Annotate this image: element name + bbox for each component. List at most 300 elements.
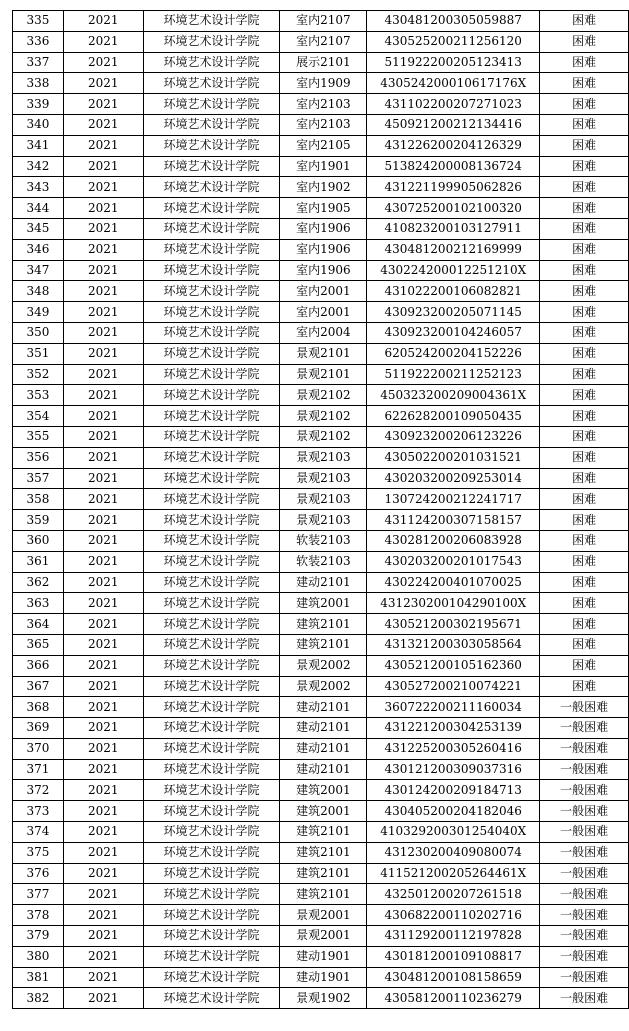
table-row: [13, 759, 629, 780]
id-number-cell: 431221199905062826: [367, 177, 540, 198]
college-cell: 环境艺术设计学院: [143, 572, 280, 593]
college-cell: 环境艺术设计学院: [143, 385, 280, 406]
year-cell: 2021: [63, 988, 143, 1009]
class-cell: 景观2101: [280, 364, 367, 385]
college-cell: 环境艺术设计学院: [143, 822, 280, 843]
class-cell: 景观2102: [280, 385, 367, 406]
difficulty-level-cell: 困难: [540, 302, 629, 323]
row-number-cell: 343: [13, 177, 64, 198]
id-number-cell: 430527200210074221: [367, 676, 540, 697]
class-cell: 建动1901: [280, 946, 367, 967]
college-cell: 环境艺术设计学院: [143, 302, 280, 323]
year-cell: 2021: [63, 156, 143, 177]
difficulty-level-cell: 困难: [540, 156, 629, 177]
row-number-cell: 345: [13, 218, 64, 239]
difficulty-level-cell: 一般困难: [540, 863, 629, 884]
table-row: [13, 863, 629, 884]
difficulty-level-cell: 困难: [540, 52, 629, 73]
college-cell: 环境艺术设计学院: [143, 177, 280, 198]
class-cell: 软装2103: [280, 551, 367, 572]
class-cell: 室内1905: [280, 198, 367, 219]
college-cell: 环境艺术设计学院: [143, 406, 280, 427]
table-row: [13, 52, 629, 73]
row-number-cell: 364: [13, 614, 64, 635]
row-number-cell: 370: [13, 738, 64, 759]
table-row: [13, 510, 629, 531]
year-cell: 2021: [63, 926, 143, 947]
year-cell: 2021: [63, 281, 143, 302]
difficulty-level-cell: 困难: [540, 114, 629, 135]
id-number-cell: 430224200012251210X: [367, 260, 540, 281]
class-cell: 景观2103: [280, 510, 367, 531]
class-cell: 室内1902: [280, 177, 367, 198]
row-number-cell: 351: [13, 343, 64, 364]
table-row: [13, 406, 629, 427]
id-number-cell: 430923200205071145: [367, 302, 540, 323]
difficulty-level-cell: 困难: [540, 11, 629, 32]
class-cell: 室内2004: [280, 322, 367, 343]
year-cell: 2021: [63, 634, 143, 655]
table-row: [13, 738, 629, 759]
row-number-cell: 363: [13, 593, 64, 614]
class-cell: 建筑2101: [280, 614, 367, 635]
class-cell: 景观2001: [280, 905, 367, 926]
difficulty-level-cell: 困难: [540, 322, 629, 343]
difficulty-level-cell: 困难: [540, 73, 629, 94]
id-number-cell: 431225200305260416: [367, 738, 540, 759]
id-number-cell: 431102200207271023: [367, 94, 540, 115]
row-number-cell: 357: [13, 468, 64, 489]
table-row: [13, 676, 629, 697]
college-cell: 环境艺术设计学院: [143, 697, 280, 718]
college-cell: 环境艺术设计学院: [143, 94, 280, 115]
row-number-cell: 382: [13, 988, 64, 1009]
year-cell: 2021: [63, 52, 143, 73]
college-cell: 环境艺术设计学院: [143, 780, 280, 801]
college-cell: 环境艺术设计学院: [143, 738, 280, 759]
row-number-cell: 347: [13, 260, 64, 281]
class-cell: 软装2103: [280, 530, 367, 551]
id-number-cell: 450921200212134416: [367, 114, 540, 135]
year-cell: 2021: [63, 11, 143, 32]
id-number-cell: 431230200104290100X: [367, 593, 540, 614]
difficulty-level-cell: 困难: [540, 489, 629, 510]
class-cell: 建筑2101: [280, 842, 367, 863]
year-cell: 2021: [63, 385, 143, 406]
table-row: [13, 634, 629, 655]
table-row: [13, 302, 629, 323]
difficulty-level-cell: 困难: [540, 468, 629, 489]
college-cell: 环境艺术设计学院: [143, 863, 280, 884]
id-number-cell: 620524200204152226: [367, 343, 540, 364]
id-number-cell: 430525200211256120: [367, 31, 540, 52]
college-cell: 环境艺术设计学院: [143, 676, 280, 697]
college-cell: 环境艺术设计学院: [143, 447, 280, 468]
difficulty-level-cell: 一般困难: [540, 926, 629, 947]
table-row: [13, 967, 629, 988]
difficulty-level-cell: 困难: [540, 31, 629, 52]
id-number-cell: 430124200209184713: [367, 780, 540, 801]
year-cell: 2021: [63, 94, 143, 115]
college-cell: 环境艺术设计学院: [143, 759, 280, 780]
year-cell: 2021: [63, 510, 143, 531]
college-cell: 环境艺术设计学院: [143, 11, 280, 32]
difficulty-level-cell: 困难: [540, 343, 629, 364]
college-cell: 环境艺术设计学院: [143, 988, 280, 1009]
year-cell: 2021: [63, 218, 143, 239]
difficulty-level-cell: 困难: [540, 551, 629, 572]
difficulty-level-cell: 困难: [540, 614, 629, 635]
college-cell: 环境艺术设计学院: [143, 135, 280, 156]
id-number-cell: 430521200105162360: [367, 655, 540, 676]
table-row: [13, 988, 629, 1009]
table-body: [13, 11, 629, 1009]
difficulty-level-cell: 一般困难: [540, 842, 629, 863]
table-row: [13, 801, 629, 822]
table-row: [13, 114, 629, 135]
id-number-cell: 430203200209253014: [367, 468, 540, 489]
class-cell: 景观2002: [280, 676, 367, 697]
college-cell: 环境艺术设计学院: [143, 967, 280, 988]
year-cell: 2021: [63, 406, 143, 427]
class-cell: 景观2101: [280, 343, 367, 364]
class-cell: 室内2103: [280, 94, 367, 115]
difficulty-level-cell: 一般困难: [540, 967, 629, 988]
id-number-cell: 431022200106082821: [367, 281, 540, 302]
class-cell: 景观2102: [280, 406, 367, 427]
difficulty-level-cell: 一般困难: [540, 905, 629, 926]
row-number-cell: 346: [13, 239, 64, 260]
student-aid-table: [12, 10, 629, 1009]
college-cell: 环境艺术设计学院: [143, 655, 280, 676]
table-row: [13, 11, 629, 32]
year-cell: 2021: [63, 260, 143, 281]
id-number-cell: 430121200309037316: [367, 759, 540, 780]
table-row: [13, 718, 629, 739]
college-cell: 环境艺术设计学院: [143, 364, 280, 385]
college-cell: 环境艺术设计学院: [143, 322, 280, 343]
id-number-cell: 431230200409080074: [367, 842, 540, 863]
difficulty-level-cell: 困难: [540, 239, 629, 260]
class-cell: 景观2102: [280, 426, 367, 447]
id-number-cell: 410823200103127911: [367, 218, 540, 239]
year-cell: 2021: [63, 905, 143, 926]
difficulty-level-cell: 一般困难: [540, 759, 629, 780]
college-cell: 环境艺术设计学院: [143, 884, 280, 905]
table-row: [13, 218, 629, 239]
id-number-cell: 430481200108158659: [367, 967, 540, 988]
class-cell: 室内2103: [280, 114, 367, 135]
table-row: [13, 281, 629, 302]
table-row: [13, 94, 629, 115]
class-cell: 建筑2101: [280, 634, 367, 655]
row-number-cell: 342: [13, 156, 64, 177]
id-number-cell: 431124200307158157: [367, 510, 540, 531]
row-number-cell: 355: [13, 426, 64, 447]
difficulty-level-cell: 一般困难: [540, 780, 629, 801]
difficulty-level-cell: 困难: [540, 634, 629, 655]
difficulty-level-cell: 困难: [540, 426, 629, 447]
table-row: [13, 468, 629, 489]
class-cell: 建筑2001: [280, 593, 367, 614]
row-number-cell: 367: [13, 676, 64, 697]
class-cell: 建动1901: [280, 967, 367, 988]
table-row: [13, 239, 629, 260]
row-number-cell: 368: [13, 697, 64, 718]
college-cell: 环境艺术设计学院: [143, 718, 280, 739]
college-cell: 环境艺术设计学院: [143, 551, 280, 572]
row-number-cell: 377: [13, 884, 64, 905]
difficulty-level-cell: 一般困难: [540, 884, 629, 905]
class-cell: 建筑2101: [280, 863, 367, 884]
id-number-cell: 511922200205123413: [367, 52, 540, 73]
class-cell: 建动2101: [280, 759, 367, 780]
table-row: [13, 177, 629, 198]
id-number-cell: 513824200008136724: [367, 156, 540, 177]
class-cell: 室内2107: [280, 31, 367, 52]
difficulty-level-cell: 困难: [540, 406, 629, 427]
class-cell: 展示2101: [280, 52, 367, 73]
difficulty-level-cell: 困难: [540, 177, 629, 198]
id-number-cell: 430581200110236279: [367, 988, 540, 1009]
class-cell: 建动2101: [280, 697, 367, 718]
class-cell: 景观1902: [280, 988, 367, 1009]
id-number-cell: 430923200104246057: [367, 322, 540, 343]
college-cell: 环境艺术设计学院: [143, 946, 280, 967]
id-number-cell: 430181200109108817: [367, 946, 540, 967]
row-number-cell: 380: [13, 946, 64, 967]
year-cell: 2021: [63, 967, 143, 988]
table-row: [13, 343, 629, 364]
id-number-cell: 431221200304253139: [367, 718, 540, 739]
row-number-cell: 336: [13, 31, 64, 52]
year-cell: 2021: [63, 946, 143, 967]
id-number-cell: 430725200102100320: [367, 198, 540, 219]
table-row: [13, 530, 629, 551]
class-cell: 景观2001: [280, 926, 367, 947]
class-cell: 建动2101: [280, 718, 367, 739]
class-cell: 室内2001: [280, 302, 367, 323]
difficulty-level-cell: 困难: [540, 676, 629, 697]
class-cell: 室内2107: [280, 11, 367, 32]
year-cell: 2021: [63, 302, 143, 323]
class-cell: 建动2101: [280, 738, 367, 759]
year-cell: 2021: [63, 530, 143, 551]
id-number-cell: 430481200212169999: [367, 239, 540, 260]
college-cell: 环境艺术设计学院: [143, 468, 280, 489]
row-number-cell: 337: [13, 52, 64, 73]
id-number-cell: 430682200110202716: [367, 905, 540, 926]
row-number-cell: 350: [13, 322, 64, 343]
difficulty-level-cell: 一般困难: [540, 718, 629, 739]
table-row: [13, 822, 629, 843]
id-number-cell: 430923200206123226: [367, 426, 540, 447]
difficulty-level-cell: 一般困难: [540, 697, 629, 718]
class-cell: 建筑2101: [280, 884, 367, 905]
difficulty-level-cell: 困难: [540, 447, 629, 468]
year-cell: 2021: [63, 738, 143, 759]
class-cell: 景观2103: [280, 489, 367, 510]
row-number-cell: 360: [13, 530, 64, 551]
college-cell: 环境艺术设计学院: [143, 905, 280, 926]
year-cell: 2021: [63, 884, 143, 905]
row-number-cell: 353: [13, 385, 64, 406]
class-cell: 景观2103: [280, 447, 367, 468]
college-cell: 环境艺术设计学院: [143, 156, 280, 177]
difficulty-level-cell: 困难: [540, 364, 629, 385]
year-cell: 2021: [63, 572, 143, 593]
row-number-cell: 352: [13, 364, 64, 385]
id-number-cell: 432501200207261518: [367, 884, 540, 905]
row-number-cell: 366: [13, 655, 64, 676]
table-row: [13, 260, 629, 281]
id-number-cell: 430281200206083928: [367, 530, 540, 551]
year-cell: 2021: [63, 114, 143, 135]
id-number-cell: 431321200303058564: [367, 634, 540, 655]
difficulty-level-cell: 一般困难: [540, 946, 629, 967]
table-row: [13, 614, 629, 635]
id-number-cell: 430481200305059887: [367, 11, 540, 32]
college-cell: 环境艺术设计学院: [143, 218, 280, 239]
difficulty-level-cell: 困难: [540, 135, 629, 156]
year-cell: 2021: [63, 468, 143, 489]
class-cell: 建筑2001: [280, 801, 367, 822]
id-number-cell: 411521200205264461X: [367, 863, 540, 884]
class-cell: 室内1909: [280, 73, 367, 94]
row-number-cell: 335: [13, 11, 64, 32]
row-number-cell: 339: [13, 94, 64, 115]
row-number-cell: 376: [13, 863, 64, 884]
row-number-cell: 340: [13, 114, 64, 135]
difficulty-level-cell: 一般困难: [540, 822, 629, 843]
college-cell: 环境艺术设计学院: [143, 198, 280, 219]
row-number-cell: 371: [13, 759, 64, 780]
difficulty-level-cell: 困难: [540, 94, 629, 115]
table-row: [13, 572, 629, 593]
table-row: [13, 489, 629, 510]
difficulty-level-cell: 困难: [540, 510, 629, 531]
difficulty-level-cell: 一般困难: [540, 738, 629, 759]
college-cell: 环境艺术设计学院: [143, 31, 280, 52]
college-cell: 环境艺术设计学院: [143, 489, 280, 510]
college-cell: 环境艺术设计学院: [143, 510, 280, 531]
row-number-cell: 378: [13, 905, 64, 926]
row-number-cell: 354: [13, 406, 64, 427]
row-number-cell: 372: [13, 780, 64, 801]
row-number-cell: 369: [13, 718, 64, 739]
row-number-cell: 341: [13, 135, 64, 156]
college-cell: 环境艺术设计学院: [143, 614, 280, 635]
year-cell: 2021: [63, 239, 143, 260]
class-cell: 景观2002: [280, 655, 367, 676]
id-number-cell: 622628200109050435: [367, 406, 540, 427]
year-cell: 2021: [63, 697, 143, 718]
college-cell: 环境艺术设计学院: [143, 281, 280, 302]
class-cell: 建动2101: [280, 572, 367, 593]
college-cell: 环境艺术设计学院: [143, 842, 280, 863]
year-cell: 2021: [63, 135, 143, 156]
table-row: [13, 593, 629, 614]
table-row: [13, 780, 629, 801]
id-number-cell: 410329200301254040X: [367, 822, 540, 843]
college-cell: 环境艺术设计学院: [143, 801, 280, 822]
year-cell: 2021: [63, 863, 143, 884]
row-number-cell: 338: [13, 73, 64, 94]
table-row: [13, 198, 629, 219]
year-cell: 2021: [63, 31, 143, 52]
college-cell: 环境艺术设计学院: [143, 634, 280, 655]
table-row: [13, 905, 629, 926]
table-row: [13, 551, 629, 572]
year-cell: 2021: [63, 177, 143, 198]
table-row: [13, 842, 629, 863]
table-row: [13, 364, 629, 385]
table-row: [13, 156, 629, 177]
year-cell: 2021: [63, 322, 143, 343]
table-row: [13, 426, 629, 447]
year-cell: 2021: [63, 801, 143, 822]
year-cell: 2021: [63, 655, 143, 676]
year-cell: 2021: [63, 198, 143, 219]
year-cell: 2021: [63, 343, 143, 364]
row-number-cell: 358: [13, 489, 64, 510]
difficulty-level-cell: 一般困难: [540, 988, 629, 1009]
row-number-cell: 361: [13, 551, 64, 572]
class-cell: 景观2103: [280, 468, 367, 489]
row-number-cell: 373: [13, 801, 64, 822]
class-cell: 室内1906: [280, 239, 367, 260]
class-cell: 建筑2101: [280, 822, 367, 843]
year-cell: 2021: [63, 780, 143, 801]
difficulty-level-cell: 困难: [540, 572, 629, 593]
college-cell: 环境艺术设计学院: [143, 114, 280, 135]
id-number-cell: 431226200204126329: [367, 135, 540, 156]
id-number-cell: 430521200302195671: [367, 614, 540, 635]
year-cell: 2021: [63, 842, 143, 863]
table-row: [13, 926, 629, 947]
id-number-cell: 450323200209004361X: [367, 385, 540, 406]
row-number-cell: 344: [13, 198, 64, 219]
id-number-cell: 130724200212241717: [367, 489, 540, 510]
class-cell: 室内1906: [280, 218, 367, 239]
row-number-cell: 348: [13, 281, 64, 302]
college-cell: 环境艺术设计学院: [143, 426, 280, 447]
table-row: [13, 697, 629, 718]
row-number-cell: 362: [13, 572, 64, 593]
difficulty-level-cell: 困难: [540, 593, 629, 614]
table-row: [13, 385, 629, 406]
year-cell: 2021: [63, 489, 143, 510]
year-cell: 2021: [63, 614, 143, 635]
difficulty-level-cell: 困难: [540, 530, 629, 551]
table-row: [13, 135, 629, 156]
row-number-cell: 365: [13, 634, 64, 655]
table-row: [13, 946, 629, 967]
difficulty-level-cell: 困难: [540, 260, 629, 281]
table-row: [13, 447, 629, 468]
difficulty-level-cell: 困难: [540, 198, 629, 219]
class-cell: 建筑2001: [280, 780, 367, 801]
id-number-cell: 511922200211252123: [367, 364, 540, 385]
year-cell: 2021: [63, 718, 143, 739]
table-row: [13, 655, 629, 676]
difficulty-level-cell: 困难: [540, 281, 629, 302]
college-cell: 环境艺术设计学院: [143, 530, 280, 551]
college-cell: 环境艺术设计学院: [143, 239, 280, 260]
table-row: [13, 884, 629, 905]
row-number-cell: 349: [13, 302, 64, 323]
difficulty-level-cell: 困难: [540, 385, 629, 406]
